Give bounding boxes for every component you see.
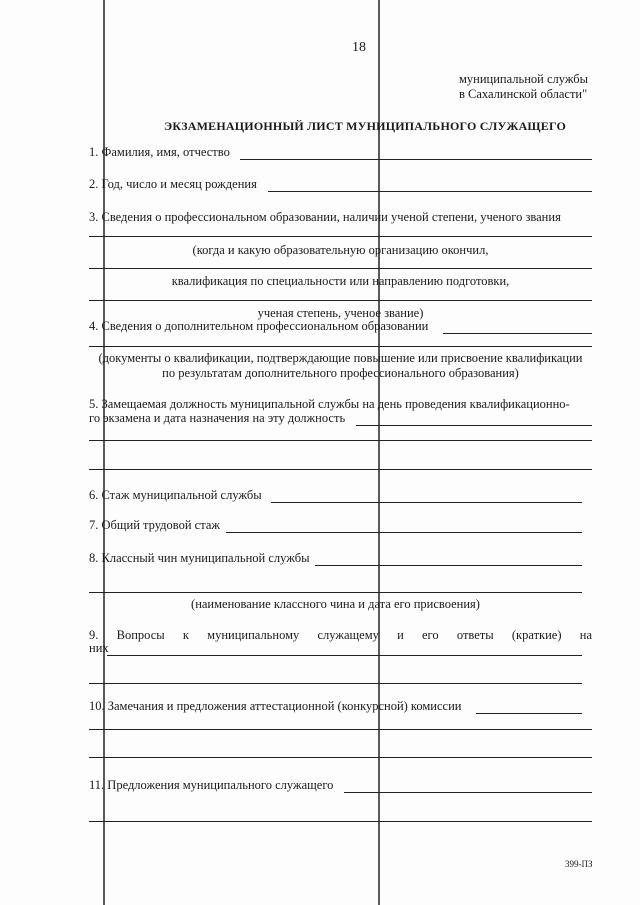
- header-line-2: в Сахалинской области": [459, 87, 588, 101]
- scan-artifact-line-right: [378, 0, 380, 905]
- note-additional-education-1: (документы о квалификации, подтверждающие повышение или присвоение квалификации: [98, 351, 583, 365]
- field-label-class-rank: 8. Классный чин муниципальной службы: [89, 551, 310, 565]
- field-line-commission-remarks-3[interactable]: [89, 757, 592, 758]
- field-line-additional-education-1[interactable]: [443, 333, 592, 334]
- field-line-commission-remarks-1[interactable]: [476, 713, 582, 714]
- field-label-additional-education: 4. Сведения о дополнительном профессиональном образовании: [89, 319, 429, 333]
- footer-code: 399-ПЗ: [565, 859, 593, 869]
- field-line-class-rank-2[interactable]: [89, 592, 582, 593]
- field-line-position-3[interactable]: [89, 469, 592, 470]
- field-line-municipal-service-length[interactable]: [271, 502, 582, 503]
- note-education-1: (когда и какую образовательную организацию окончил,: [192, 243, 489, 257]
- field-label-municipal-service-length: 6. Стаж муниципальной службы: [89, 488, 262, 502]
- field-label-questions-line-1: 9. Вопросы к муниципальному служащему и его ответы (краткие) на: [89, 628, 592, 642]
- document-title: ЭКЗАМЕНАЦИОННЫЙ ЛИСТ МУНИЦИПАЛЬНОГО СЛУЖАЩЕГО: [164, 119, 567, 133]
- field-line-additional-education-2[interactable]: [89, 346, 592, 347]
- field-line-questions-1[interactable]: [107, 655, 582, 656]
- field-line-education-1[interactable]: [89, 236, 592, 237]
- field-label-education: 3. Сведения о профессиональном образовании, наличии ученой степени, ученого звания: [89, 210, 561, 224]
- field-line-employee-proposals-2[interactable]: [89, 821, 592, 822]
- field-label-total-work-length: 7. Общий трудовой стаж: [89, 518, 221, 532]
- field-label-position-line-1: 5. Замещаемая должность муниципальной службы на день проведения квалификационно-: [89, 397, 570, 411]
- field-line-education-2[interactable]: [89, 268, 592, 269]
- note-class-rank: (наименование классного чина и дата его присвоения): [191, 597, 480, 611]
- field-line-education-3[interactable]: [89, 300, 592, 301]
- note-education-2: квалификация по специальности или направлению подготовки,: [171, 274, 510, 288]
- field-label-birth-date: 2. Год, число и месяц рождения: [89, 177, 257, 191]
- header-line-1: муниципальной службы: [459, 72, 589, 86]
- field-label-position-line-2: го экзамена и дата назначения на эту должность: [89, 411, 346, 425]
- field-label-full-name: 1. Фамилия, имя, отчество: [89, 145, 230, 159]
- field-line-commission-remarks-2[interactable]: [89, 729, 592, 730]
- field-line-birth-date[interactable]: [268, 191, 592, 192]
- field-line-employee-proposals-1[interactable]: [344, 792, 592, 793]
- field-line-position-2[interactable]: [89, 440, 592, 441]
- scan-artifact-line-left: [103, 0, 105, 905]
- field-label-questions-line-2: них: [89, 641, 109, 655]
- note-education-3: ученая степень, ученое звание): [257, 306, 424, 320]
- field-line-full-name[interactable]: [240, 159, 592, 160]
- field-line-class-rank-1[interactable]: [315, 565, 582, 566]
- field-label-employee-proposals: 11. Предложения муниципального служащего: [89, 778, 334, 792]
- page-number: 18: [352, 40, 366, 55]
- field-line-questions-2[interactable]: [89, 683, 582, 684]
- field-line-position-1[interactable]: [356, 425, 592, 426]
- field-label-commission-remarks: 10. Замечания и предложения аттестационной (конкурсной) комиссии: [89, 699, 462, 713]
- field-line-total-work-length[interactable]: [226, 532, 582, 533]
- note-additional-education-2: по результатам дополнительного профессионального образования): [162, 366, 519, 380]
